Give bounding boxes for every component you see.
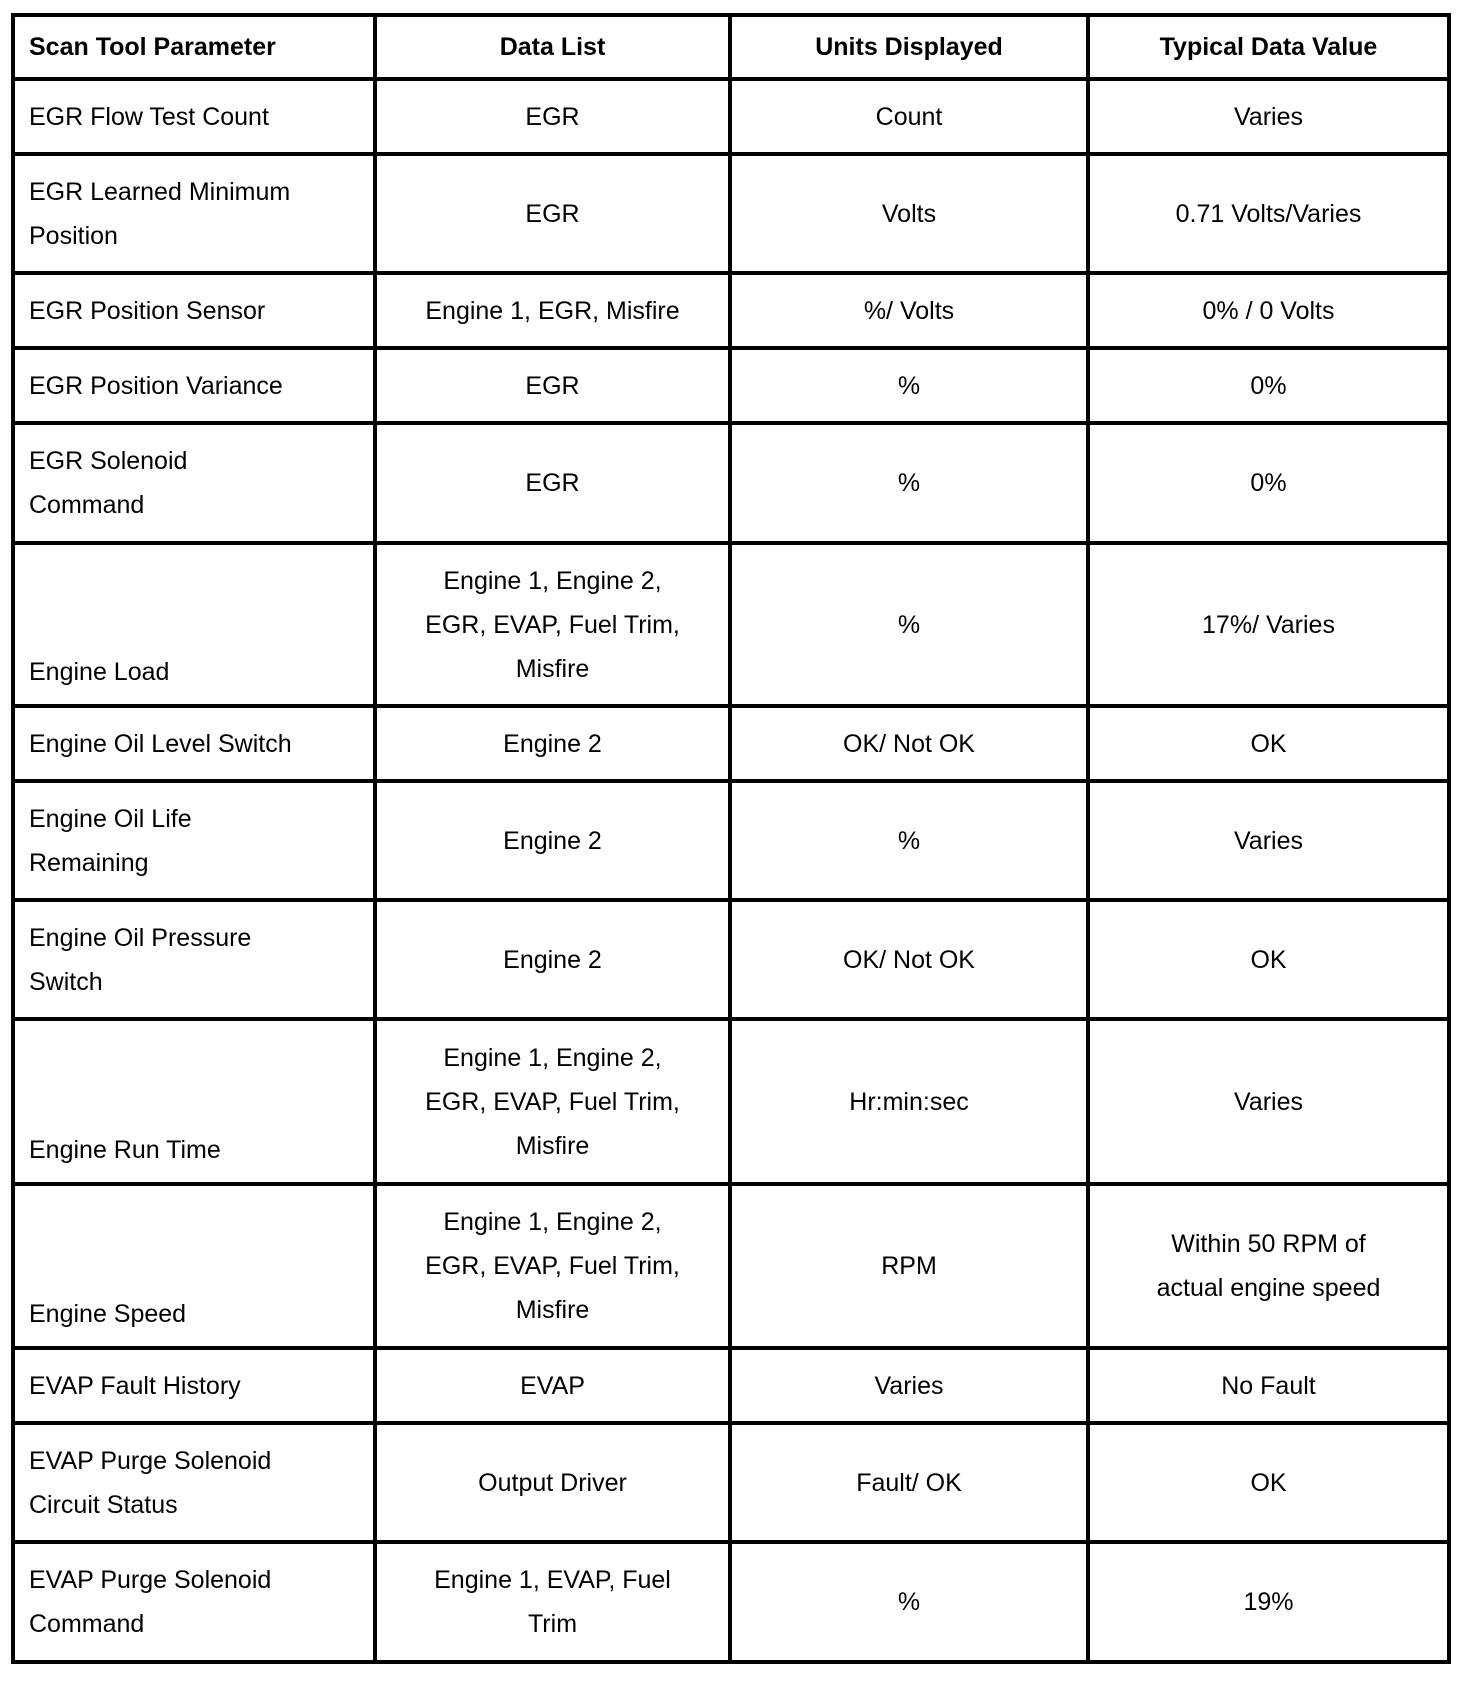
units-cell: % <box>730 543 1088 706</box>
data-list-cell: Engine 1, Engine 2, EGR, EVAP, Fuel Trim, Misfire <box>375 1019 730 1184</box>
header-units-displayed: Units Displayed <box>730 15 1088 79</box>
data-list-cell: Engine 2 <box>375 900 730 1019</box>
data-list-cell: EGR <box>375 154 730 273</box>
parameter-cell: EGR Position Variance <box>13 348 375 423</box>
scan-tool-parameter-table <box>11 13 1451 1664</box>
parameter-cell: Engine Oil Level Switch <box>13 706 375 781</box>
parameter-cell: Engine Oil Life Remaining <box>13 781 375 900</box>
table-row <box>13 900 1449 1019</box>
table-row <box>13 781 1449 900</box>
table-row <box>13 1423 1449 1542</box>
data-list-cell: Output Driver <box>375 1423 730 1542</box>
parameter-cell: Engine Oil Pressure Switch <box>13 900 375 1019</box>
parameter-cell: EGR Solenoid Command <box>13 423 375 543</box>
units-cell: % <box>730 781 1088 900</box>
typical-value-cell: Varies <box>1088 781 1449 900</box>
data-list-cell: EGR <box>375 348 730 423</box>
data-list-cell: EGR <box>375 423 730 543</box>
units-cell: % <box>730 1542 1088 1662</box>
units-cell: Varies <box>730 1348 1088 1423</box>
parameter-cell: EVAP Purge Solenoid Circuit Status <box>13 1423 375 1542</box>
table-row <box>13 154 1449 273</box>
parameter-cell: EVAP Fault History <box>13 1348 375 1423</box>
parameter-cell: EVAP Purge Solenoid Command <box>13 1542 375 1662</box>
typical-value-cell: Within 50 RPM of actual engine speed <box>1088 1184 1449 1348</box>
data-list-cell: Engine 2 <box>375 706 730 781</box>
table-row <box>13 706 1449 781</box>
units-cell: Count <box>730 79 1088 154</box>
units-cell: % <box>730 348 1088 423</box>
data-list-cell: Engine 1, EGR, Misfire <box>375 273 730 348</box>
units-cell: RPM <box>730 1184 1088 1348</box>
table-row <box>13 543 1449 706</box>
table-row <box>13 1019 1449 1184</box>
typical-value-cell: 19% <box>1088 1542 1449 1662</box>
typical-value-cell: OK <box>1088 706 1449 781</box>
units-cell: %/ Volts <box>730 273 1088 348</box>
typical-value-cell: No Fault <box>1088 1348 1449 1423</box>
typical-value-cell: 0% / 0 Volts <box>1088 273 1449 348</box>
data-list-cell: Engine 1, Engine 2, EGR, EVAP, Fuel Trim, Misfire <box>375 1184 730 1348</box>
units-cell: Fault/ OK <box>730 1423 1088 1542</box>
parameter-cell: Engine Load <box>13 543 375 706</box>
data-list-cell: EGR <box>375 79 730 154</box>
table-row <box>13 273 1449 348</box>
header-typical-data-value: Typical Data Value <box>1088 15 1449 79</box>
table-row <box>13 348 1449 423</box>
typical-value-cell: 0.71 Volts/Varies <box>1088 154 1449 273</box>
table-row <box>13 1348 1449 1423</box>
typical-value-cell: 17%/ Varies <box>1088 543 1449 706</box>
typical-value-cell: OK <box>1088 900 1449 1019</box>
data-list-cell: Engine 1, Engine 2, EGR, EVAP, Fuel Trim, Misfire <box>375 543 730 706</box>
units-cell: OK/ Not OK <box>730 900 1088 1019</box>
header-data-list: Data List <box>375 15 730 79</box>
table-row <box>13 423 1449 543</box>
typical-value-cell: 0% <box>1088 348 1449 423</box>
typical-value-cell: OK <box>1088 1423 1449 1542</box>
table-row <box>13 79 1449 154</box>
typical-value-cell: Varies <box>1088 79 1449 154</box>
parameter-cell: EGR Position Sensor <box>13 273 375 348</box>
table-row <box>13 1184 1449 1348</box>
units-cell: Volts <box>730 154 1088 273</box>
data-list-cell: Engine 1, EVAP, Fuel Trim <box>375 1542 730 1662</box>
units-cell: OK/ Not OK <box>730 706 1088 781</box>
data-list-cell: Engine 2 <box>375 781 730 900</box>
typical-value-cell: Varies <box>1088 1019 1449 1184</box>
units-cell: Hr:min:sec <box>730 1019 1088 1184</box>
table-row <box>13 1542 1449 1662</box>
units-cell: % <box>730 423 1088 543</box>
parameter-cell: Engine Speed <box>13 1184 375 1348</box>
parameter-cell: EGR Flow Test Count <box>13 79 375 154</box>
header-row <box>13 15 1449 79</box>
parameter-cell: EGR Learned Minimum Position <box>13 154 375 273</box>
data-list-cell: EVAP <box>375 1348 730 1423</box>
typical-value-cell: 0% <box>1088 423 1449 543</box>
header-scan-tool-parameter: Scan Tool Parameter <box>13 15 375 79</box>
parameter-cell: Engine Run Time <box>13 1019 375 1184</box>
